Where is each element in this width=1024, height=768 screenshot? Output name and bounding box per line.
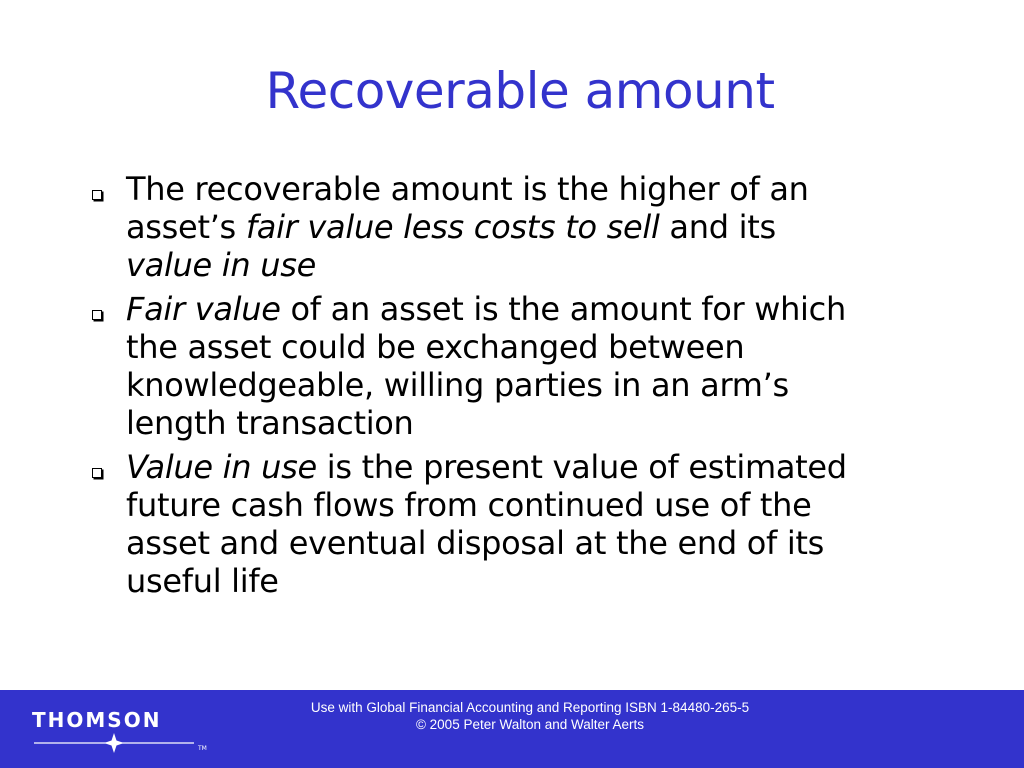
bullet-text: asset and eventual disposal at the end of its: [126, 524, 825, 562]
bullet-text: The recoverable amount is the higher of an: [126, 170, 809, 208]
bullet-text: the asset could be exchanged between: [126, 328, 745, 366]
bullet-item: [92, 170, 952, 284]
footer-line-2: © 2005 Peter Walton and Walter Aerts: [415, 717, 645, 732]
bullet-line: [126, 246, 952, 284]
bullet-line: [126, 170, 952, 208]
bullet-line: [126, 328, 952, 366]
bullet-item: [92, 290, 952, 442]
square-bullet-icon: [92, 310, 102, 320]
bullet-line: [126, 486, 952, 524]
bullet-line: [126, 562, 952, 600]
italic-term: fair value less costs to sell: [245, 208, 660, 246]
bullet-text: asset’s: [126, 208, 246, 246]
footer-bar: [0, 690, 1024, 768]
footer-line-1: Use with Global Financial Accounting and Reporting ISBN 1-84480-265-5: [310, 700, 750, 715]
bullet-list: [92, 170, 952, 606]
italic-term: Fair value: [126, 290, 281, 328]
logo-trademark: TM: [198, 745, 207, 752]
square-bullet-icon: [92, 190, 102, 200]
bullet-text: is the present value of estimated: [316, 448, 847, 486]
square-bullet-icon: [92, 468, 102, 478]
bullet-text: useful life: [126, 562, 279, 600]
bullet-line: [126, 208, 952, 246]
bullet-text: length transaction: [126, 404, 414, 442]
italic-term: Value in use: [126, 448, 317, 486]
bullet-text: knowledgeable, willing parties in an arm’s: [126, 366, 789, 404]
bullet-line: [126, 290, 952, 328]
bullet-line: [126, 448, 952, 486]
footer-text: [200, 699, 860, 733]
star-icon: [32, 732, 212, 758]
slide-title: Recoverable amount: [265, 62, 775, 120]
italic-term: value in use: [126, 246, 316, 284]
logo-wordmark: THOMSON: [32, 708, 162, 732]
bullet-text: future cash flows from continued use of the: [126, 486, 812, 524]
bullet-line: [126, 366, 952, 404]
bullet-line: [126, 404, 952, 442]
bullet-text: and its: [659, 208, 776, 246]
bullet-line: [126, 524, 952, 562]
bullet-text: of an asset is the amount for which: [280, 290, 846, 328]
thomson-logo: [32, 708, 207, 758]
bullet-item: [92, 448, 952, 600]
